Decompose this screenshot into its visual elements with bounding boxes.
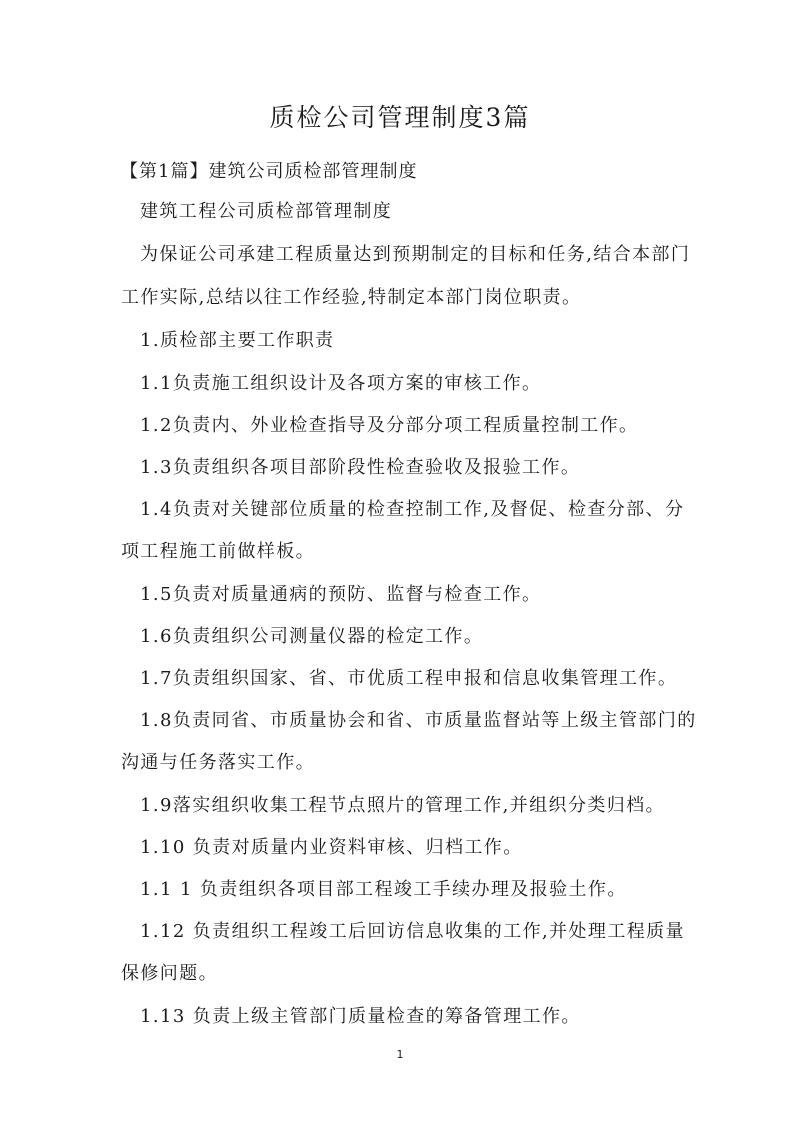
paragraph-line: 1.6负责组织公司测量仪器的检定工作。 — [140, 626, 484, 647]
paragraph-line: 保修问题。 — [121, 963, 218, 984]
paragraph-line: 建筑工程公司质检部管理制度 — [140, 201, 393, 222]
paragraph-line: 工作实际,总结以往工作经验,特制定本部门岗位职责。 — [121, 287, 582, 308]
paragraph-line: 项工程施工前做样板。 — [121, 541, 315, 562]
paragraph-line: 1.1负责施工组织设计及各项方案的审核工作。 — [140, 373, 542, 394]
paragraph-line: 1.8负责同省、市质量协会和省、市质量监督站等上级主管部门的 — [140, 710, 697, 731]
paragraph-line: 1.7负责组织国家、省、市优质工程申报和信息收集管理工作。 — [140, 668, 678, 689]
paragraph-line: 1.9落实组织收集工程节点照片的管理工作,并组织分类归档。 — [140, 795, 665, 816]
paragraph-line: 1.1 1 负责组织各项目部工程竣工手续办理及报验土作。 — [140, 879, 627, 900]
paragraph-line: 1.12 负责组织工程竣工后回访信息收集的工作,并处理工程质量 — [140, 921, 685, 942]
paragraph-line: 1.5负责对质量通病的预防、监督与检查工作。 — [140, 584, 542, 605]
paragraph-line: 为保证公司承建工程质量达到预期制定的目标和任务,结合本部门 — [140, 244, 691, 265]
section-heading: 【第1篇】建筑公司质检部管理制度 — [120, 161, 418, 182]
paragraph-line: 1.13 负责上级主管部门质量检查的筹备管理工作。 — [140, 1006, 581, 1027]
paragraph-line: 1.3负责组织各项目部阶段性检查验收及报验工作。 — [140, 457, 581, 478]
paragraph-line: 1.4负责对关键部位质量的检查控制工作,及督促、检查分部、分 — [140, 499, 685, 520]
paragraph-line: 1.10 负责对质量内业资料审核、归档工作。 — [140, 837, 523, 858]
page-number: 1 — [396, 1048, 404, 1061]
paragraph-line: 沟通与任务落实工作。 — [121, 752, 315, 773]
document-title: 质检公司管理制度3篇 — [269, 103, 531, 132]
paragraph-line: 1.质检部主要工作职责 — [140, 330, 335, 351]
paragraph-line: 1.2负责内、外业检查指导及分部分项工程质量控制工作。 — [140, 415, 639, 436]
